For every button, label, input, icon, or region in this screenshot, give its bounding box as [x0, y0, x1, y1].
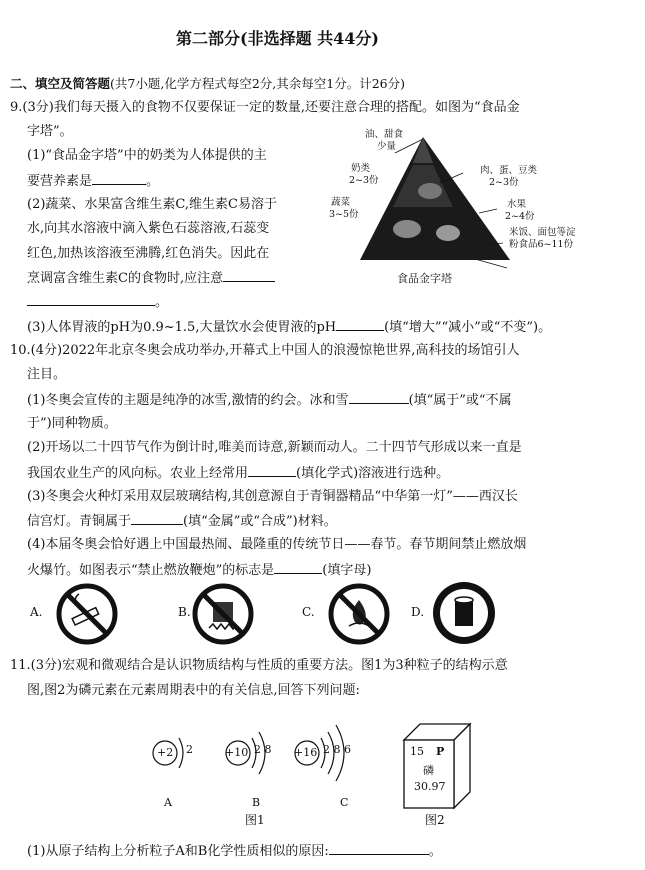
q11-part1-text: (1)从原子结构上分析粒子A和B化学性质相似的原因:	[27, 844, 329, 859]
q9-part3-answer-blank[interactable]	[336, 318, 384, 331]
q10-part1-line2: 于”)同种物质。	[27, 416, 117, 431]
q9-stem-line1: 9.(3分)我们每天摄入的食物不仅要保证一定的数量,还要注意合理的搭配。如图为“食品金	[10, 100, 520, 115]
periodic-table-cell	[400, 720, 475, 810]
atom-c-label: C	[340, 796, 349, 809]
q9-part2-line5	[27, 293, 168, 311]
option-a-label: A.	[30, 605, 43, 619]
q11-part1-line	[27, 842, 442, 860]
pyramid-veg-shape	[393, 220, 421, 238]
option-c-label: C.	[302, 605, 315, 619]
q10-part4-answer-blank[interactable]	[274, 561, 322, 574]
q10-part4-text: 火爆竹。如图表示“禁止燃放鞭炮”的标志是	[27, 563, 275, 578]
q10-part4-line2	[27, 561, 371, 579]
pyramid-label-meat-amount: 2~3份	[489, 177, 519, 188]
pyramid-label-meat: 肉、蛋、豆类	[480, 165, 538, 176]
pyramid-leader-line	[475, 259, 507, 268]
pyramid-label-grain-amount: 粉食品6~11份	[509, 239, 574, 250]
pyramid-label-milk: 奶类	[351, 163, 371, 174]
atom-c-nucleus: +16	[294, 746, 318, 759]
atom-a-label: A	[164, 796, 172, 809]
q10-part3-text: 信宫灯。青铜属于	[27, 514, 132, 529]
atom-c-shells: 2 8 6	[323, 743, 351, 756]
q9-part2-line4	[27, 269, 275, 287]
q10-part3-answer-blank[interactable]	[131, 512, 183, 525]
q11-part1-end: 。	[428, 844, 442, 859]
section-heading-label: 二、填空及简答题	[10, 76, 111, 91]
no-open-flame-sign-icon[interactable]	[327, 582, 391, 646]
food-pyramid	[325, 125, 625, 295]
q11-part1-answer-blank[interactable]	[329, 842, 429, 855]
q9-part2-end: 。	[155, 295, 169, 310]
figure-2-caption: 图2	[425, 813, 445, 827]
q10-part3-line2	[27, 512, 337, 530]
q10-part2-line2	[27, 464, 449, 482]
pyramid-fruit-shape	[436, 225, 460, 241]
section-title: 第二部分(非选择题 共44分)	[176, 29, 379, 48]
q10-part3-hint: (填“金属”或“合成”)材料。	[183, 514, 337, 529]
pyramid-milk-shape	[418, 183, 442, 199]
q10-part4-line1: (4)本届冬奥会恰好遇上中国最热闹、最隆重的传统节日——春节。春节期间禁止燃放烟	[27, 537, 527, 552]
food-pyramid-graphic	[325, 125, 625, 295]
q10-part1-line1	[27, 391, 512, 409]
q9-part2-text: 烹调富含维生素C的食物时,应注意	[27, 271, 224, 286]
q9-part2-answer-blank-a[interactable]	[223, 269, 275, 282]
option-b-label: B.	[178, 605, 191, 619]
pyramid-label-grain: 米饭、面包等淀	[509, 227, 576, 238]
q9-stem-line2: 字塔”。	[27, 124, 73, 139]
q10-stem-line1: 10.(4分)2022年北京冬奥会成功举办,开幕式上中国人的浪漫惊艳世界,高科技的场馆引人	[10, 343, 520, 358]
q10-part2-line1: (2)开场以二十四节气作为倒计时,唯美而诗意,新颖而动人。二十四节气形成以来一直是	[27, 440, 522, 455]
q9-part1-text: 要营养素是	[27, 174, 93, 189]
pyramid-label-veg-amount: 3~5份	[329, 209, 359, 220]
pyramid-label-oil: 油、甜食	[365, 129, 404, 140]
atom-b-label: B	[252, 796, 261, 809]
q10-part1-text: (1)冬奥会宣传的主题是纯净的冰雪,激情的约会。冰和雪	[27, 393, 349, 408]
q9-part2-line2: 水,向其水溶液中滴入紫色石蕊溶液,石蕊变	[27, 221, 270, 236]
q9-part1-answer-blank[interactable]	[92, 172, 146, 185]
q9-part3-hint: (填“增大”“减小”或“不变”)。	[384, 320, 552, 335]
atom-b-nucleus: +10	[225, 746, 249, 759]
no-firecracker-sign-icon[interactable]	[191, 582, 255, 646]
atom-b-shells: 2 8	[254, 743, 272, 756]
q11-stem-line2: 图,图2为磷元素在元素周期表中的有关信息,回答下列问题:	[27, 683, 360, 698]
no-smoking-sign-icon[interactable]	[55, 582, 119, 646]
pyramid-label-fruit-amount: 2~4份	[505, 211, 535, 222]
figure-1-caption: 图1	[245, 813, 265, 827]
pyramid-label-milk-amount: 2~3份	[349, 175, 379, 186]
element-name: 磷	[423, 764, 434, 777]
section-heading-note: (共7小题,化学方程式每空2分,其余每空1分。计26分)	[110, 76, 405, 91]
q9-part2-answer-blank-b[interactable]	[27, 293, 155, 306]
pyramid-caption: 食品金字塔	[397, 272, 452, 285]
element-atomic-number: 15	[410, 745, 424, 758]
q10-part3-line1: (3)冬奥会火种灯采用双层玻璃结构,其创意源自于青铜器精品“中华第一灯”——西汉长	[27, 489, 518, 504]
q10-stem-line2: 注目。	[27, 367, 67, 382]
q9-part3-text: (3)人体胃液的pH为0.9~1.5,大量饮水会使胃液的pH	[27, 320, 337, 335]
q9-part3-line	[27, 318, 551, 336]
q10-part2-text: 我国农业生产的风向标。农业上经常用	[27, 466, 249, 481]
q10-part4-hint: (填字母)	[322, 563, 372, 578]
q9-part2-line1: (2)蔬菜、水果富含维生素C,维生素C易溶于	[27, 197, 277, 212]
q10-part2-hint: (填化学式)溶液进行选种。	[296, 466, 450, 481]
q10-part1-hint: (填“属于”或“不属	[408, 393, 512, 408]
pyramid-label-veg: 蔬菜	[331, 197, 351, 208]
q9-part1-line1: (1)“食品金字塔”中的奶类为人体提供的主	[27, 148, 267, 163]
option-d-label: D.	[411, 605, 425, 619]
pyramid-label-fruit: 水果	[507, 199, 527, 210]
q11-stem-line1: 11.(3分)宏观和微观结合是认识物质结构与性质的重要方法。图1为3种粒子的结构示意	[10, 658, 508, 673]
q10-part2-answer-blank[interactable]	[248, 464, 296, 477]
q9-part1-end: 。	[146, 174, 160, 189]
waste-bin-sign-icon[interactable]	[429, 578, 499, 648]
q9-part1-line2	[27, 172, 159, 190]
atom-a-nucleus: +2	[157, 746, 174, 759]
pyramid-label-oil-amount: 少量	[377, 141, 397, 152]
element-symbol: P	[436, 745, 445, 758]
q10-part1-answer-blank[interactable]	[349, 391, 409, 404]
pyramid-leader-line	[479, 209, 497, 213]
atom-a-shells: 2	[186, 743, 193, 756]
section-heading	[10, 75, 405, 92]
q9-part2-line3: 红色,加热该溶液至沸腾,红色消失。因此在	[27, 246, 270, 261]
element-atomic-mass: 30.97	[414, 780, 446, 793]
